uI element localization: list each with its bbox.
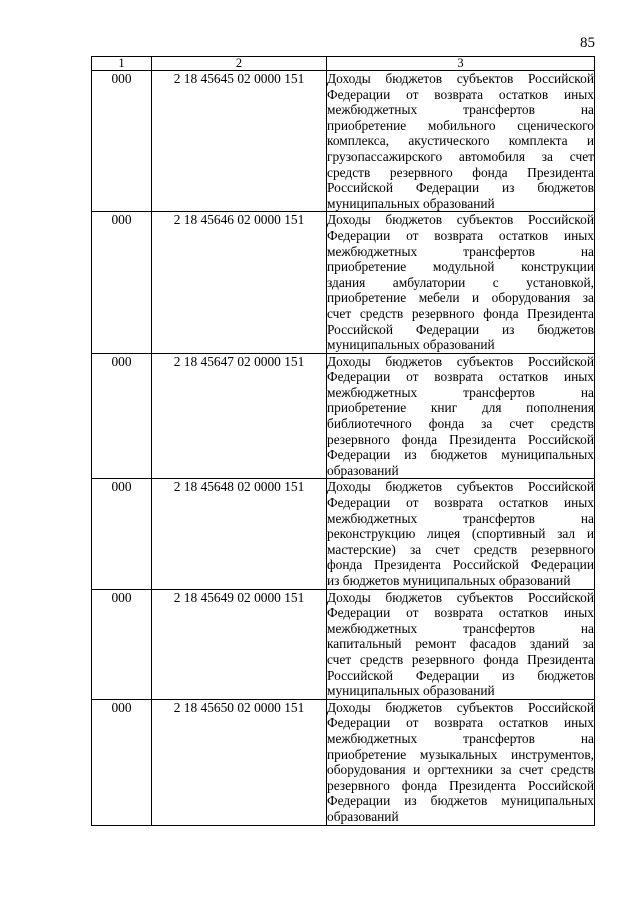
- income-name-cell: [327, 699, 595, 825]
- income-name-line: приобретение книг для пополнения: [327, 400, 594, 416]
- income-name-line: Федерации от возврата остатков иных: [327, 715, 594, 731]
- income-name-line: Федерации от возврата остатков иных: [327, 369, 594, 385]
- income-name-line: комплекса, акустического комплекта и: [327, 133, 594, 149]
- budget-code-cell: 2 18 45646 02 0000 151: [152, 212, 327, 353]
- admin-code-cell: 000: [92, 353, 152, 479]
- income-name-line: Федерации из бюджетов муниципальных: [327, 793, 594, 809]
- income-name-line: Доходы бюджетов субъектов Российской: [327, 479, 594, 495]
- budget-code-cell: 2 18 45645 02 0000 151: [152, 71, 327, 212]
- page-number: 85: [580, 35, 595, 51]
- income-name-line: резервного фонда Президента Российской: [327, 431, 594, 447]
- income-name-cell: [327, 589, 595, 699]
- income-name-line: приобретение мебели и оборудования за: [327, 290, 594, 306]
- income-name-line: Федерации от возврата остатков иных: [327, 605, 594, 621]
- income-name-line: средств резервного фонда Президента: [327, 164, 594, 180]
- income-name-line: резервного фонда Президента Российской: [327, 777, 594, 793]
- income-name-line: приобретение мобильного сценического: [327, 117, 594, 133]
- column-header-3: 3: [327, 57, 595, 71]
- income-name-line: фонда Президента Российской Федерации: [327, 557, 594, 573]
- income-name-line: межбюджетных трансфертов на: [327, 620, 594, 636]
- income-name-line: межбюджетных трансфертов на: [327, 243, 594, 259]
- column-header-2: 2: [152, 57, 327, 71]
- column-header-1: 1: [92, 57, 152, 71]
- income-name-line: муниципальных образований: [327, 195, 495, 211]
- budget-code-cell: 2 18 45650 02 0000 151: [152, 699, 327, 825]
- table-row: [92, 353, 595, 479]
- income-name-cell: [327, 71, 595, 212]
- income-name-line: Федерации из бюджетов муниципальных: [327, 447, 594, 463]
- budget-code-cell: 2 18 45647 02 0000 151: [152, 353, 327, 479]
- income-name-line: образований: [327, 462, 399, 478]
- admin-code-cell: 000: [92, 699, 152, 825]
- income-name-line: Федерации от возврата остатков иных: [327, 495, 594, 511]
- income-name-line: оборудования и оргтехники за счет средств: [327, 762, 594, 778]
- table-row: [92, 71, 595, 212]
- admin-code-cell: 000: [92, 589, 152, 699]
- income-name-line: Российской Федерации из бюджетов: [327, 321, 594, 337]
- income-name-line: Российской Федерации из бюджетов: [327, 667, 594, 683]
- income-name-line: муниципальных образований: [327, 337, 495, 353]
- budget-code-cell: 2 18 45649 02 0000 151: [152, 589, 327, 699]
- income-name-line: библиотечного фонда за счет средств: [327, 416, 594, 432]
- income-name-line: Доходы бюджетов субъектов Российской: [327, 589, 594, 605]
- table-row: [92, 589, 595, 699]
- admin-code-cell: 000: [92, 479, 152, 589]
- admin-code-cell: 000: [92, 71, 152, 212]
- income-name-line: межбюджетных трансфертов на: [327, 730, 594, 746]
- table-row: [92, 699, 595, 825]
- table-body: [92, 71, 595, 826]
- income-name-line: счет средств резервного фонда Президента: [327, 651, 594, 667]
- admin-code-cell: 000: [92, 212, 152, 353]
- income-name-line: межбюджетных трансфертов на: [327, 510, 594, 526]
- budget-code-cell: 2 18 45648 02 0000 151: [152, 479, 327, 589]
- income-name-line: из бюджетов муниципальных образований: [327, 573, 571, 588]
- income-name-line: межбюджетных трансфертов на: [327, 102, 594, 118]
- income-name-line: межбюджетных трансфертов на: [327, 384, 594, 400]
- income-name-line: приобретение музыкальных инструментов,: [327, 746, 594, 762]
- income-name-line: реконструкцию лицея (спортивный зал и: [327, 526, 594, 542]
- income-name-cell: [327, 479, 595, 589]
- income-name-cell: [327, 212, 595, 353]
- income-name-line: Доходы бюджетов субъектов Российской: [327, 353, 594, 369]
- income-name-cell: [327, 353, 595, 479]
- income-name-line: капитальный ремонт фасадов зданий за: [327, 636, 594, 652]
- income-name-line: муниципальных образований: [327, 683, 495, 699]
- income-name-line: приобретение модульной конструкции: [327, 259, 594, 275]
- income-name-line: Доходы бюджетов субъектов Российской: [327, 71, 594, 86]
- table-row: [92, 212, 595, 353]
- table-header-row: [92, 57, 595, 71]
- income-name-line: счет средств резервного фонда Президента: [327, 305, 594, 321]
- income-name-line: Доходы бюджетов субъектов Российской: [327, 212, 594, 228]
- budget-codes-table: [91, 56, 595, 826]
- table-row: [92, 479, 595, 589]
- income-name-line: здания амбулатории с установкой,: [327, 274, 594, 290]
- income-name-line: Российской Федерации из бюджетов: [327, 180, 594, 196]
- income-name-line: Федерации от возврата остатков иных: [327, 86, 594, 102]
- income-name-line: Федерации от возврата остатков иных: [327, 227, 594, 243]
- income-name-line: мастерские) за счет средств резервного: [327, 541, 594, 557]
- income-name-line: грузопассажирского автомобиля за счет: [327, 148, 594, 164]
- income-name-line: Доходы бюджетов субъектов Российской: [327, 699, 594, 715]
- income-name-line: образований: [327, 808, 399, 824]
